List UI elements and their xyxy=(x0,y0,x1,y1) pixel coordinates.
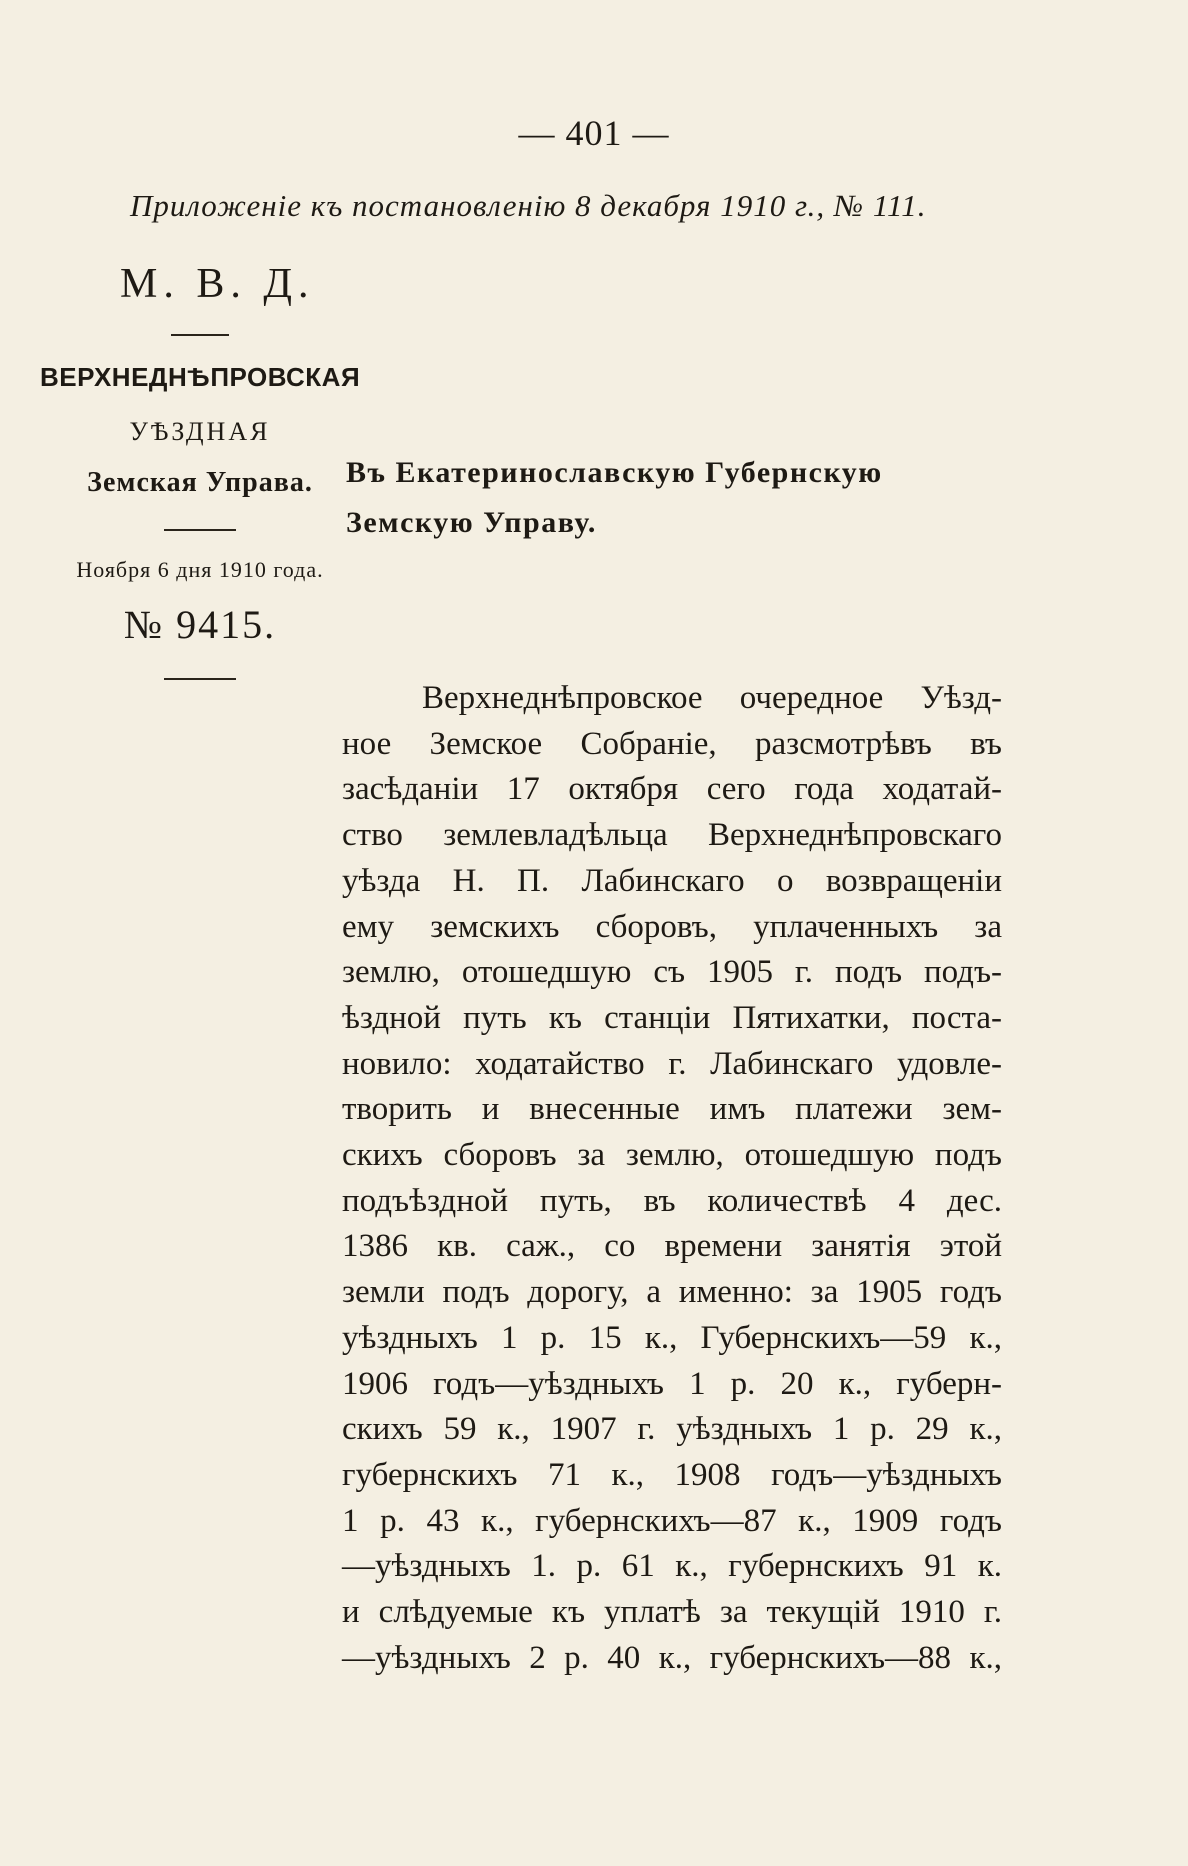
addressee-line2: Земскую Управу. xyxy=(346,506,597,539)
body-line: творить и внесенные имъ платежи зем- xyxy=(342,1091,1002,1128)
letter-date: Ноября 6 дня 1910 года. xyxy=(76,557,324,582)
appendix-note: Приложенiе къ постановленiю 8 декабря 1910 г., № 111. xyxy=(130,188,927,223)
divider xyxy=(164,678,236,680)
letter-body xyxy=(342,676,1002,1681)
body-line: 1386 кв. саж., со времени занятiя этой xyxy=(342,1228,1002,1265)
divider xyxy=(171,334,229,336)
body-line: —уѣздныхъ 1. р. 61 к., губернскихъ 91 к. xyxy=(342,1548,1002,1585)
sender-block xyxy=(40,260,360,680)
body-line: ему земскихъ сборовъ, уплаченныхъ за xyxy=(342,908,1002,945)
addressee-block xyxy=(346,448,1006,548)
body-line: скихъ 59 к., 1907 г. уѣздныхъ 1 р. 29 к., xyxy=(342,1411,1002,1448)
ministry-abbreviation: М. В. Д. xyxy=(120,261,315,307)
office-name-line3: Земская Управа. xyxy=(87,467,313,498)
body-line: подъѣздной путь, въ количествѣ 4 дес. xyxy=(342,1182,1002,1219)
body-line: и слѣдуемые къ уплатѣ за текущiй 1910 г. xyxy=(342,1594,1002,1631)
letter-number: № 9415. xyxy=(123,602,277,647)
body-line: новило: ходатайство г. Лабинскаго удовле- xyxy=(342,1045,1002,1082)
body-line: —уѣздныхъ 2 р. 40 к., губернскихъ—88 к., xyxy=(342,1639,1002,1676)
body-line: земли подъ дорогу, а именно: за 1905 годъ xyxy=(342,1274,1002,1311)
office-name-line1: ВЕРХНЕДНѢПРОВСКАЯ xyxy=(40,362,361,392)
body-line: уѣздныхъ 1 р. 15 к., Губернскихъ—59 к., xyxy=(342,1319,1002,1356)
body-line: ное Земское Собранiе, разсмотрѣвъ въ xyxy=(342,725,1002,762)
body-line: засѣданiи 17 октября сего года ходатай- xyxy=(342,771,1002,808)
body-line: ство землевладѣльца Верхнеднѣпровскаго xyxy=(342,817,1002,854)
body-line: губернскихъ 71 к., 1908 годъ—уѣздныхъ xyxy=(342,1456,1002,1493)
body-line: 1 р. 43 к., губернскихъ—87 к., 1909 годъ xyxy=(342,1502,1002,1539)
body-line: Верхнеднѣпровское очередное Уѣзд- xyxy=(422,680,1002,716)
body-line: землю, отошедшую съ 1905 г. подъ подъ- xyxy=(342,954,1002,991)
body-line: 1906 годъ—уѣздныхъ 1 р. 20 к., губерн- xyxy=(342,1365,1002,1402)
divider xyxy=(164,529,236,531)
page-number: — 401 — xyxy=(518,113,670,153)
addressee-line1: Въ Екатеринославскую Губернскую xyxy=(346,456,883,489)
office-name-line2: УѢЗДНАЯ xyxy=(129,417,271,446)
body-line: уѣзда Н. П. Лабинскаго о возвращенiи xyxy=(342,862,1002,899)
body-line: скихъ сборовъ за землю, отошедшую подъ xyxy=(342,1137,1002,1174)
body-line: ѣздной путь къ станцiи Пятихатки, поста- xyxy=(342,999,1002,1036)
